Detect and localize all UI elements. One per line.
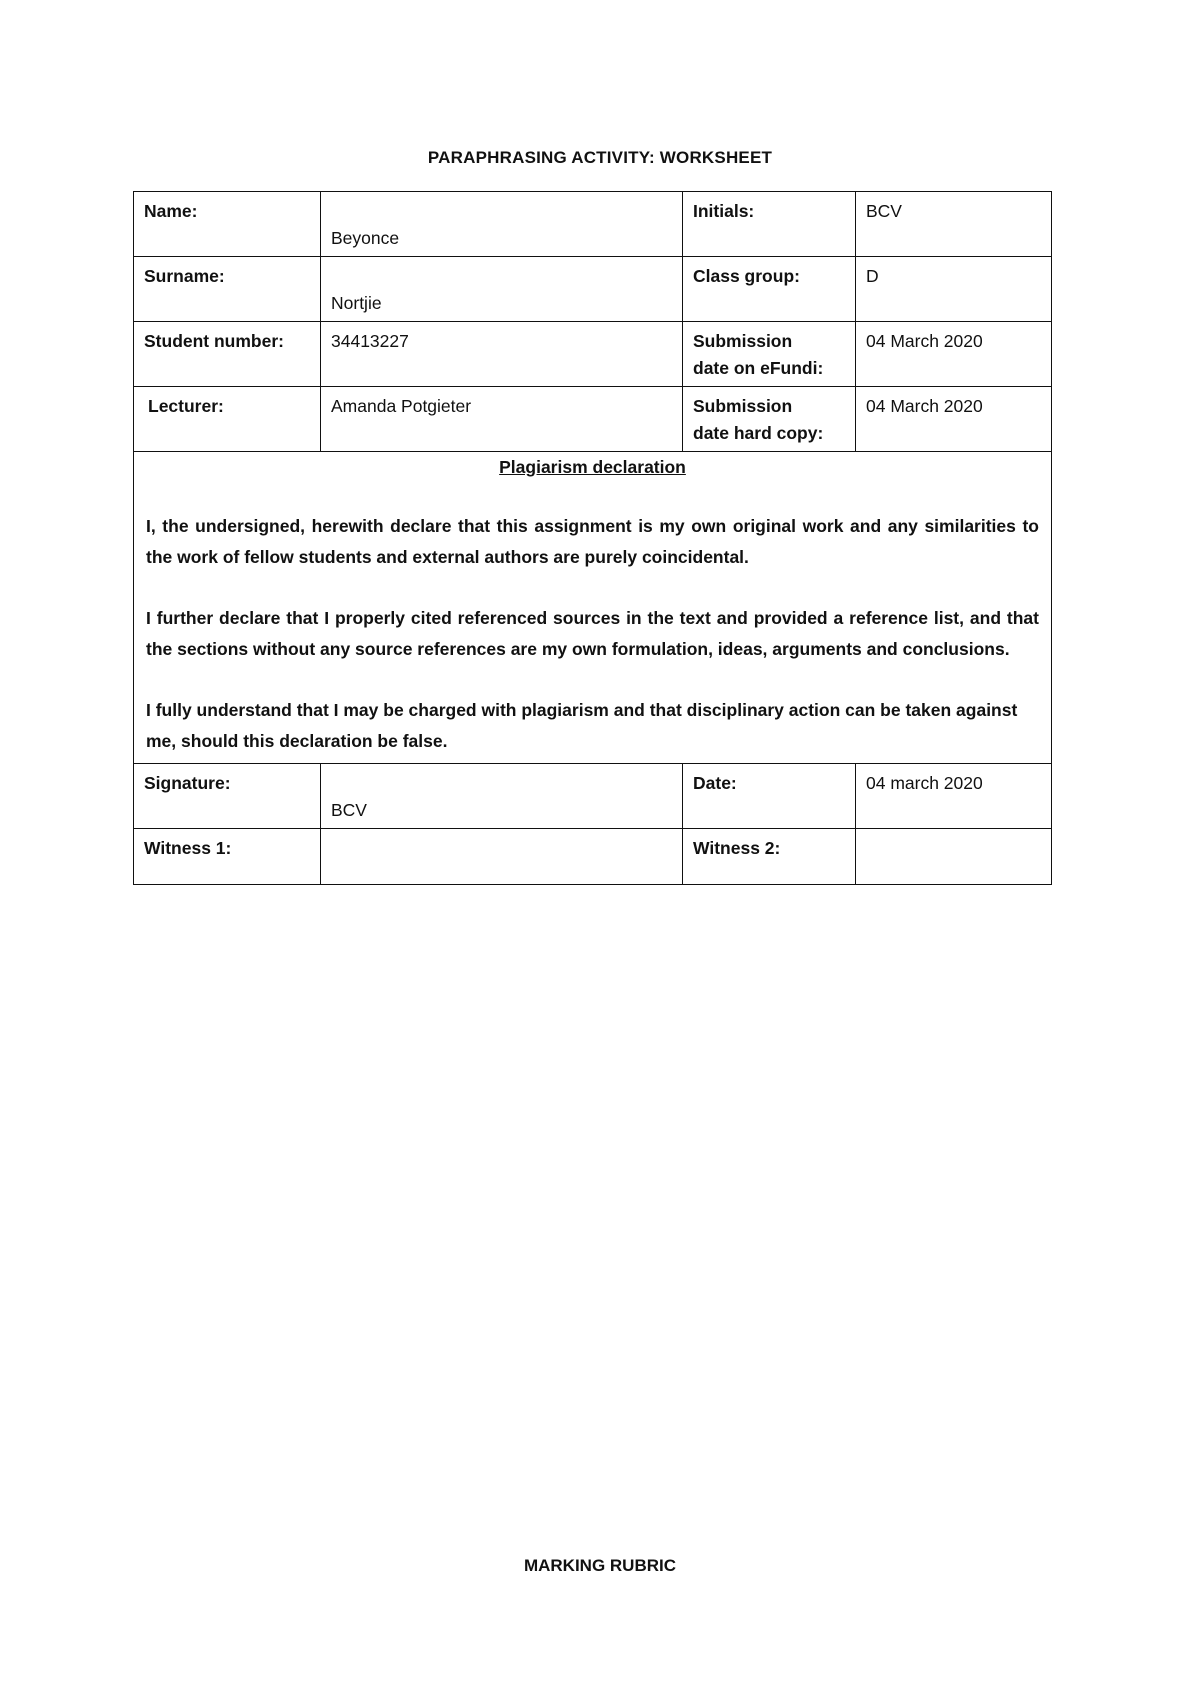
submission-hard-label bbox=[683, 387, 856, 452]
surname-value: Nortjie bbox=[331, 293, 382, 313]
submission-hard-value: 04 March 2020 bbox=[856, 387, 1052, 452]
witness-2-value bbox=[856, 829, 1052, 885]
submission-efundi-label-line1: Submission bbox=[693, 331, 793, 351]
worksheet-form-table bbox=[133, 191, 1052, 885]
declaration-heading: Plagiarism declaration bbox=[499, 457, 686, 477]
date-label: Date: bbox=[683, 764, 856, 829]
student-number-label: Student number: bbox=[134, 322, 321, 387]
name-cell bbox=[321, 192, 683, 257]
form-row-lecturer bbox=[134, 387, 1052, 452]
witness-2-label: Witness 2: bbox=[683, 829, 856, 885]
document-title: PARAPHRASING ACTIVITY: WORKSHEET bbox=[427, 148, 773, 167]
name-value: Beyonce bbox=[331, 228, 400, 248]
declaration-paragraph-1: I, the undersigned, herewith declare that this assignment is my own original work and any similarities to the work of fellow students and external authors are purely coincidental. bbox=[146, 516, 1039, 567]
class-group-value: D bbox=[856, 257, 1052, 322]
date-value: 04 march 2020 bbox=[856, 764, 1052, 829]
form-row-name bbox=[134, 192, 1052, 257]
signature-label: Signature: bbox=[134, 764, 321, 829]
declaration-paragraph-3: I fully understand that I may be charged with plagiarism and that disciplinary action can be taken against me, should this declaration be false. bbox=[146, 700, 1018, 751]
signature-cell bbox=[321, 764, 683, 829]
surname-label: Surname: bbox=[134, 257, 321, 322]
submission-efundi-label bbox=[683, 322, 856, 387]
student-number-value: 34413227 bbox=[321, 322, 683, 387]
form-row-witness bbox=[134, 829, 1052, 885]
surname-cell bbox=[321, 257, 683, 322]
form-row-student-number bbox=[134, 322, 1052, 387]
submission-hard-label-line2: date hard copy: bbox=[693, 423, 824, 443]
name-label: Name: bbox=[134, 192, 321, 257]
class-group-label: Class group: bbox=[683, 257, 856, 322]
submission-efundi-label-line2: date on eFundi: bbox=[693, 358, 824, 378]
form-row-surname bbox=[134, 257, 1052, 322]
submission-hard-label-line1: Submission bbox=[693, 396, 793, 416]
declaration-paragraph-2: I further declare that I properly cited referenced sources in the text and provided a reference list, and that the sections without any source references are my own formulation, ideas, arguments and conclusions. bbox=[146, 608, 1039, 659]
witness-1-label: Witness 1: bbox=[134, 829, 321, 885]
initials-label: Initials: bbox=[683, 192, 856, 257]
form-row-declaration bbox=[134, 452, 1052, 764]
marking-rubric-title: MARKING RUBRIC bbox=[523, 1556, 677, 1575]
signature-value: BCV bbox=[331, 800, 367, 820]
witness-1-value bbox=[321, 829, 683, 885]
plagiarism-declaration-cell bbox=[134, 452, 1052, 764]
lecturer-value: Amanda Potgieter bbox=[321, 387, 683, 452]
submission-efundi-value: 04 March 2020 bbox=[856, 322, 1052, 387]
lecturer-label: Lecturer: bbox=[134, 387, 321, 452]
initials-value: BCV bbox=[856, 192, 1052, 257]
form-row-signature bbox=[134, 764, 1052, 829]
